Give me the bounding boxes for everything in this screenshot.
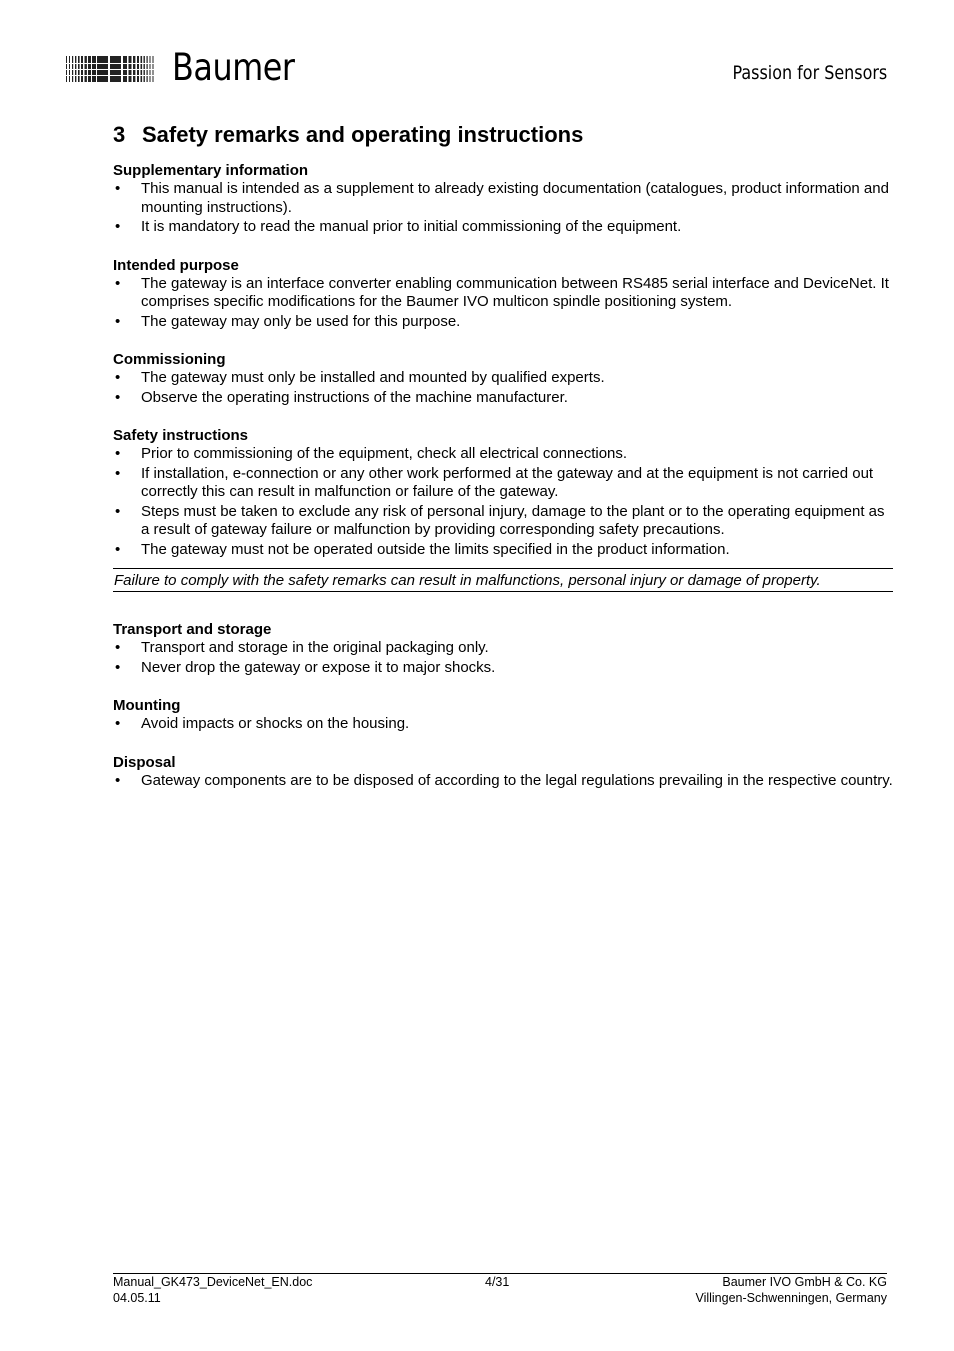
bullet-icon: • — [115, 771, 121, 789]
bullet-icon: • — [115, 658, 121, 676]
list-item: • The gateway is an interface converter enabling communication between RS485 serial interface and DeviceNet. It comprises specific modifications for the Baumer IVO multicon spindle positioning system. — [115, 274, 889, 310]
bullet-list — [113, 180, 893, 237]
bullet-icon: • — [115, 274, 121, 292]
list-item: • The gateway may only be used for this purpose. — [115, 312, 461, 330]
bullet-list — [113, 445, 893, 559]
section-transport-and-storage — [113, 620, 893, 677]
footer-document-info — [113, 1275, 312, 1306]
bullet-list — [113, 369, 893, 407]
footer-date: 04.05.11 — [113, 1290, 161, 1305]
footer-filename: Manual_GK473_DeviceNet_EN.doc — [113, 1275, 313, 1289]
bullet-icon: • — [115, 639, 121, 656]
list-item: • Never drop the gateway or expose it to major shocks. — [115, 658, 496, 676]
bullet-icon: • — [115, 369, 121, 386]
section-mounting — [113, 696, 893, 734]
footer-company: Baumer IVO GmbH & Co. KG — [722, 1275, 887, 1289]
bullet-icon: • — [115, 715, 121, 732]
footer-page-number: 4/31 — [485, 1275, 510, 1289]
bullet-icon: • — [115, 464, 121, 482]
bullet-icon: • — [115, 445, 121, 462]
list-item: • It is mandatory to read the manual prior to initial commissioning of the equipment. — [115, 218, 682, 235]
bullet-list — [113, 772, 893, 791]
chapter-number: 3 — [113, 122, 126, 147]
safety-warning-note: Failure to comply with the safety remarks can result in malfunctions, personal injury or damage of property. — [113, 568, 893, 592]
list-item: • Gateway components are to be disposed of according to the legal regulations prevailing in the respective country. — [115, 771, 893, 789]
list-item: • Observe the operating instructions of the machine manufacturer. — [115, 388, 568, 406]
section-disposal — [113, 753, 893, 791]
list-item: • The gateway must not be operated outside the limits specified in the product information. — [115, 540, 730, 558]
list-item: • If installation, e-connection or any other work performed at the gateway and at the equipment is not carried out correctly this can result in malfunction or failure of the gateway. — [115, 464, 874, 500]
brand-tagline: Passion for Sensors — [732, 62, 887, 84]
bullet-list — [113, 715, 893, 734]
list-item: • Steps must be taken to exclude any risk of personal injury, damage to the plant or to the operating equipment as a result of gateway failure or malfunction by providing corresponding safety precautions. — [115, 502, 885, 538]
section-title: Safety instructions — [113, 427, 249, 444]
section-title: Supplementary information — [113, 162, 309, 179]
section-intended-purpose — [113, 256, 893, 332]
baumer-logo-icon — [66, 54, 158, 84]
section-title: Commissioning — [113, 351, 226, 368]
bullet-icon: • — [115, 312, 121, 330]
page-footer — [113, 1273, 887, 1305]
list-item: • Avoid impacts or shocks on the housing. — [115, 715, 410, 732]
list-item: • This manual is intended as a supplement to already existing documentation (catalogues, product information and mounting instructions). — [115, 180, 889, 216]
bullet-icon: • — [115, 180, 121, 197]
section-supplementary-information — [113, 161, 893, 237]
bullet-icon: • — [115, 540, 121, 558]
page-content — [113, 120, 893, 809]
footer-company-info — [695, 1275, 887, 1306]
chapter-title: Safety remarks and operating instructions — [142, 122, 584, 147]
bullet-icon: • — [115, 502, 121, 520]
bullet-icon: • — [115, 388, 121, 406]
list-item: • Prior to commissioning of the equipment, check all electrical connections. — [115, 445, 628, 462]
section-title: Transport and storage — [113, 621, 272, 638]
list-item: • Transport and storage in the original packaging only. — [115, 639, 489, 656]
section-title: Intended purpose — [113, 256, 239, 274]
page-header — [0, 0, 954, 100]
section-title: Mounting — [113, 697, 181, 714]
bullet-list — [113, 275, 893, 332]
section-title: Disposal — [113, 753, 176, 771]
list-item: • The gateway must only be installed and mounted by qualified experts. — [115, 369, 605, 386]
footer-location: Villingen-Schwenningen, Germany — [695, 1290, 887, 1305]
brand-name: Baumer — [172, 46, 295, 89]
section-commissioning — [113, 350, 893, 407]
bullet-icon: • — [115, 218, 121, 235]
bullet-list — [113, 639, 893, 677]
chapter-heading — [113, 120, 893, 150]
section-safety-instructions — [113, 426, 893, 559]
